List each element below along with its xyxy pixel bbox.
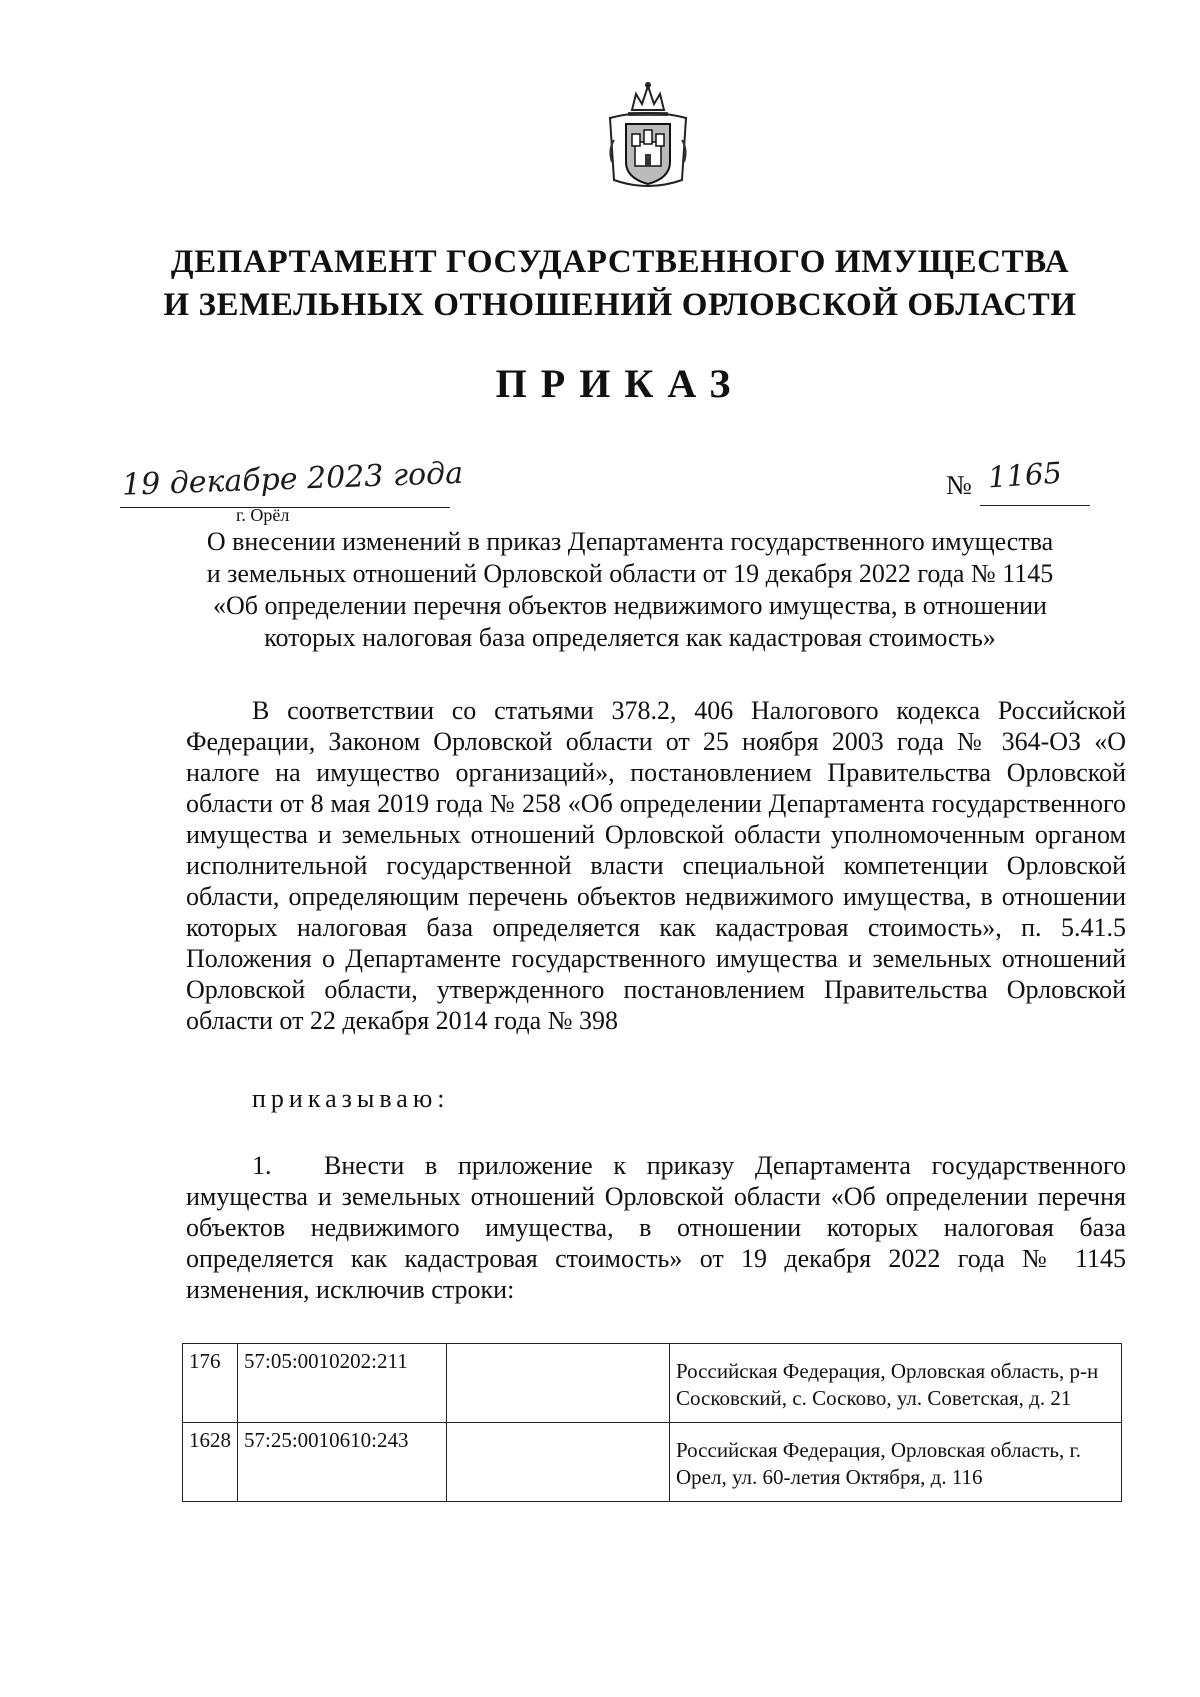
handwritten-date: 19 декабре 2023 года	[121, 455, 464, 503]
number-label: №	[946, 470, 972, 500]
empty-cell	[447, 1344, 670, 1423]
cadastral-number-cell: 57:25:0010610:243	[238, 1423, 447, 1502]
coat-of-arms-icon	[602, 80, 694, 192]
address-cell: Российская Федерация, Орловская область, г. Орел, ул. 60-летия Октября, д. 116	[670, 1423, 1122, 1502]
subject-line: «Об определении перечня объектов недвижимого имущества, в отношении	[213, 591, 1047, 620]
address-cell: Российская Федерация, Орловская область, р-н Сосковский, с. Сосково, ул. Советская, д. 21	[670, 1344, 1122, 1423]
subject-line: которых налоговая база определяется как кадастровая стоимость»	[264, 623, 996, 652]
row-number-cell: 1628	[183, 1423, 238, 1502]
subject-line: О внесении изменений в приказ Департамента государственного имущества	[206, 527, 1054, 556]
table-row	[183, 1344, 1122, 1423]
item-1-text: Внести в приложение к приказу Департамента государственного имущества и земельных отношений Орловской области «Об определении перечня объектов недвижимого имущества, в отношении которых налоговая база определяется как кадастровая стоимость» от 19 декабря 2022 года № 1145 изменения, исключив строки:	[186, 1151, 1126, 1304]
handwritten-number: 1165	[986, 455, 1063, 495]
preamble-paragraph: В соответствии со статьями 378.2, 406 Налогового кодекса Российской Федерации, Законом Орловской области от 25 ноября 2003 года № 364-ОЗ «О налоге на имущество организаций», постановлением Правительства Орловской области от 8 мая 2019 года № 258 «Об определении Департамента государственного имущества и земельных отношений Орловской области уполномоченным органом исполнительной государственной власти специальной компетенции Орловской области, определяющим перечень объектов недвижимого имущества, в отношении которых налоговая база определяется как кадастровая стоимость», п. 5.41.5 Положения о Департаменте государственного имущества и земельных отношений Орловской области, утвержденного постановлением Правительства Орловской области от 22 декабря 2014 года № 398	[186, 696, 1126, 1035]
city-label: г. Орёл	[236, 505, 290, 525]
table-row	[183, 1423, 1122, 1502]
organization-title-line-2: И ЗЕМЕЛЬНЫХ ОТНОШЕНИЙ ОРЛОВСКОЙ ОБЛАСТИ	[163, 287, 1077, 323]
item-1-paragraph	[186, 1150, 1126, 1305]
order-subject	[150, 526, 1110, 654]
row-number-cell: 176	[183, 1344, 238, 1423]
number-underline	[980, 505, 1090, 506]
cadastral-number-cell: 57:05:0010202:211	[238, 1344, 447, 1423]
organization-title-line-1: ДЕПАРТАМЕНТ ГОСУДАРСТВЕННОГО ИМУЩЕСТВА	[170, 244, 1070, 280]
excluded-rows-table	[182, 1343, 1122, 1502]
organization-title	[120, 241, 1120, 327]
order-word: приказываю:	[252, 1084, 450, 1113]
subject-line: и земельных отношений Орловской области от 19 декабря 2022 года № 1145	[206, 559, 1054, 588]
document-type: ПРИКАЗ	[495, 361, 745, 406]
empty-cell	[447, 1423, 670, 1502]
item-1-number: 1.	[252, 1151, 272, 1180]
